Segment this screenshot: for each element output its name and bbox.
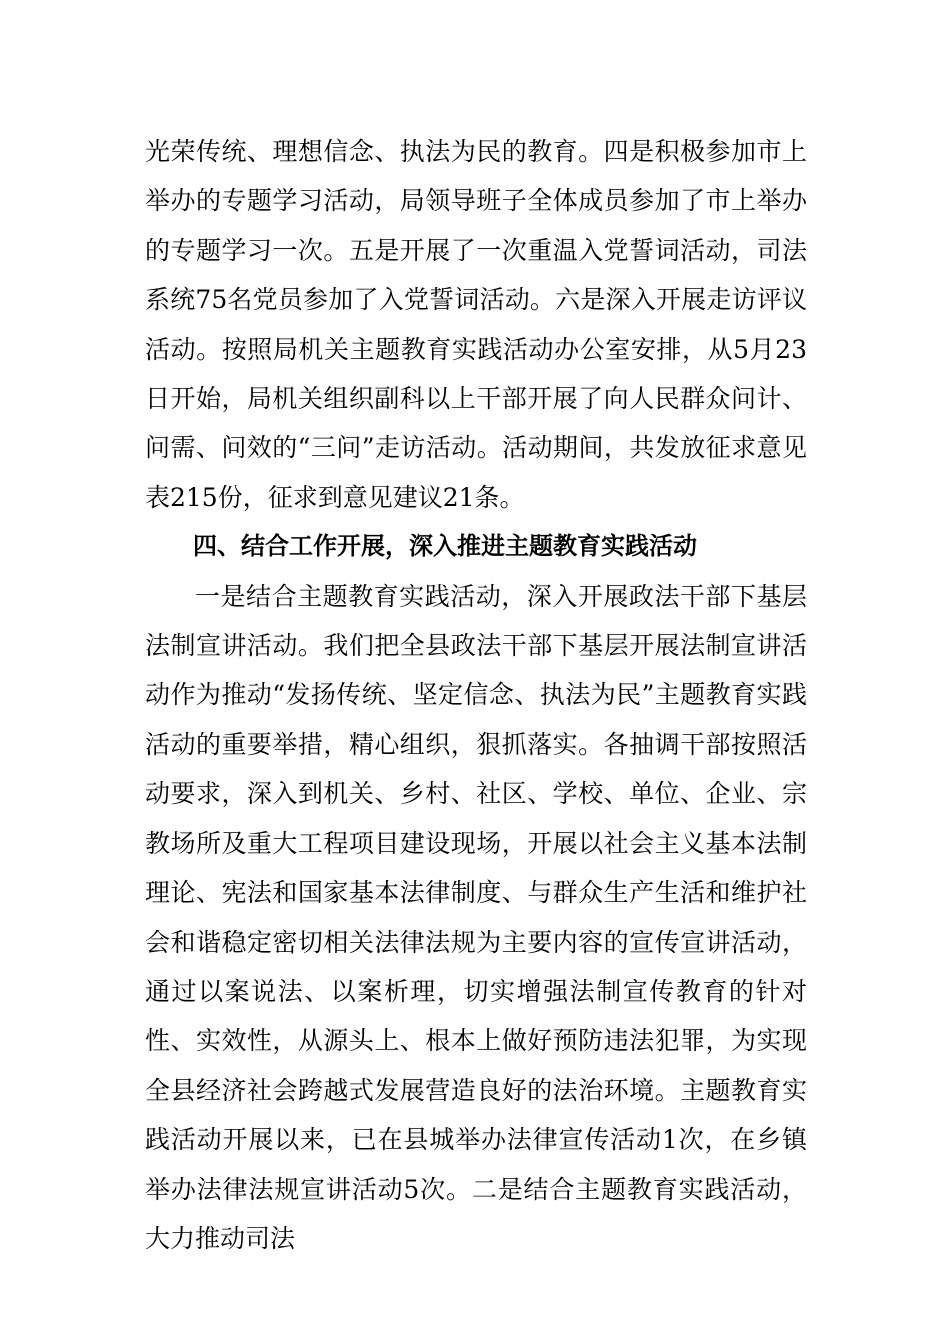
section-heading: 四、结合工作开展，深入推进主题教育实践活动 [193, 532, 697, 561]
document-body [145, 127, 807, 1263]
paragraph-body: 一是结合主题教育实践活动，深入开展政法干部下基层法制宣讲活动。我们把全县政法干部下基层开展法制宣讲活动作为推动“发扬传统、坚定信念、执法为民”主题教育实践活动的重要举措，精心组织，狠抓落实。各抽调干部按照活动要求，深入到机关、乡村、社区、学校、单位、企业、宗教场所及重大工程项目建设现场，开展以社会主义基本法制理论、宪法和国家基本法律制度、与群众生产生活和维护社会和谐稳定密切相关法律法规为主要内容的宣传宣讲活动，通过以案说法、以案析理，切实增强法制宣传教育的针对性、实效性，从源头上、根本上做好预防违法犯罪，为实现全县经济社会跨越式发展营造良好的法治环境。主题教育实践活动开展以来，已在县城举办法律宣传活动1次，在乡镇举办法律法规宣讲活动5次。二是结合主题教育实践活动，大力推动司法 [145, 581, 807, 1253]
paragraph-continuation: 光荣传统、理想信念、执法为民的教育。四是积极参加市上举办的专题学习活动，局领导班子全体成员参加了市上举办的专题学习一次。五是开展了一次重温入党誓词活动，司法系统75名党员参加了入党誓词活动。六是深入开展走访评议活动。按照局机关主题教育实践活动办公室安排，从5月23日开始，局机关组织副科以上干部开展了向人民群众问计、问需、问效的“三问”走访活动。活动期间，共发放征求意见表215份，征求到意见建议21条。 [145, 137, 807, 512]
